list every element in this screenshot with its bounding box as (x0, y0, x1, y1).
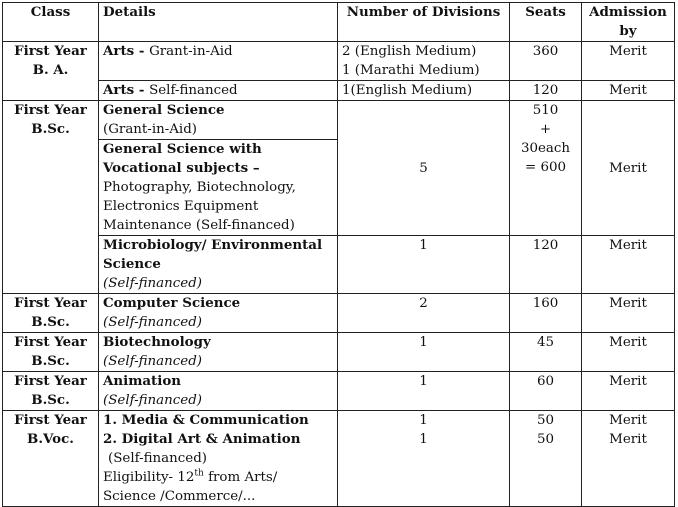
divisions-cell: 1(English Medium) (338, 81, 510, 101)
seats-cell: 160 (510, 294, 582, 333)
details-cell (99, 372, 338, 411)
program-name: 2. Digital Art & Animation (103, 431, 301, 447)
table-row (3, 372, 675, 411)
admission-cell: Merit (582, 81, 675, 101)
admission-line: Merit (609, 432, 647, 447)
admission-cell: Merit (582, 372, 675, 411)
seats-cell: 120 (510, 81, 582, 101)
program-name: Animation (103, 373, 181, 389)
table-row (3, 333, 675, 372)
header-details: Details (99, 3, 338, 42)
seats-cell (510, 101, 582, 236)
eligibility-suffix: from Arts/ (203, 470, 278, 485)
eligibility-superscript: th (194, 468, 204, 479)
details-cell (99, 101, 338, 140)
divisions-line: 1 (419, 432, 428, 447)
header-row (3, 3, 675, 42)
class-cell: First Year B.Sc. (3, 101, 99, 294)
eligibility-prefix: Eligibility- 12 (103, 470, 195, 485)
divisions-cell: 1 (338, 372, 510, 411)
details-cell (99, 333, 338, 372)
table-row (3, 236, 675, 294)
program-name: 1. Media & Communication (103, 412, 309, 428)
seats-cell (510, 411, 582, 507)
divisions-cell: 1 (338, 236, 510, 294)
header-seats: Seats (510, 3, 582, 42)
funding-type: (Self-financed) (103, 393, 202, 408)
class-cell: First Year B.Sc. (3, 294, 99, 333)
class-cell: First Year B.Sc. (3, 372, 99, 411)
funding-type: Grant-in-Aid (149, 44, 233, 59)
separator: - (134, 82, 150, 98)
table-row (3, 411, 675, 507)
admission-cell: Merit (582, 294, 675, 333)
admission-cell: Merit (582, 236, 675, 294)
eligibility-text: Science /Commerce/... (103, 489, 256, 504)
details-cell (99, 236, 338, 294)
funding-type: (Self-financed) (103, 315, 202, 330)
divisions-line: 1 (419, 413, 428, 428)
funding-type: (Self-financed) (103, 354, 202, 369)
subjects-text: Photography, Biotechnology, Electronics Equipment Maintenance (Self-financed) (103, 180, 296, 233)
class-cell: First Year B.Voc. (3, 411, 99, 507)
seats-line: 50 (536, 413, 555, 428)
table-row (3, 42, 675, 81)
eligibility-text (103, 468, 333, 487)
funding-type: Self-financed (149, 83, 238, 98)
header-class: Class (3, 3, 99, 42)
program-name: Arts (103, 43, 135, 59)
divisions-cell: 1 (338, 333, 510, 372)
program-name: Computer Science (103, 295, 241, 311)
admission-cell: Merit (582, 101, 675, 236)
seats-line: 30each (520, 141, 571, 156)
admission-line: Merit (609, 413, 647, 428)
seats-cell: 45 (510, 333, 582, 372)
divisions-cell (338, 411, 510, 507)
funding-type: (Self-financed) (103, 276, 202, 291)
admission-cell: Merit (582, 42, 675, 81)
separator: - (134, 43, 150, 59)
admission-cell: Merit (582, 333, 675, 372)
seats-line: 510 (532, 103, 559, 118)
program-name: Arts (103, 82, 135, 98)
header-admission: Admission by (582, 3, 675, 42)
table-row (3, 81, 675, 101)
divisions-cell: 2 (338, 294, 510, 333)
program-name: General Science with Vocational subjects – (103, 141, 262, 176)
seats-line: 50 (536, 432, 555, 447)
admission-cell (582, 411, 675, 507)
details-cell (99, 294, 338, 333)
details-cell (99, 81, 338, 101)
program-name: General Science (103, 102, 225, 118)
details-cell (99, 411, 338, 507)
details-cell (99, 140, 338, 236)
program-name: Biotechnology (103, 334, 211, 350)
table-row (3, 101, 675, 140)
program-name: Microbiology/ Environmental Science (103, 237, 323, 272)
funding-type: (Grant-in-Aid) (103, 122, 198, 137)
class-cell: First Year B. A. (3, 42, 99, 101)
seats-line: = 600 (524, 160, 567, 175)
class-cell: First Year B.Sc. (3, 333, 99, 372)
table-row (3, 294, 675, 333)
admission-table (2, 2, 675, 507)
funding-type: (Self-financed) (108, 451, 207, 466)
header-divisions: Number of Divisions (338, 3, 510, 42)
divisions-cell: 5 (338, 101, 510, 236)
seats-cell: 60 (510, 372, 582, 411)
seats-cell: 360 (510, 42, 582, 81)
seats-line: + (539, 122, 552, 137)
seats-cell: 120 (510, 236, 582, 294)
divisions-cell (338, 42, 510, 81)
divisions-line: 2 (English Medium) (342, 44, 477, 59)
divisions-line: 1 (Marathi Medium) (342, 63, 480, 78)
details-cell (99, 42, 338, 81)
